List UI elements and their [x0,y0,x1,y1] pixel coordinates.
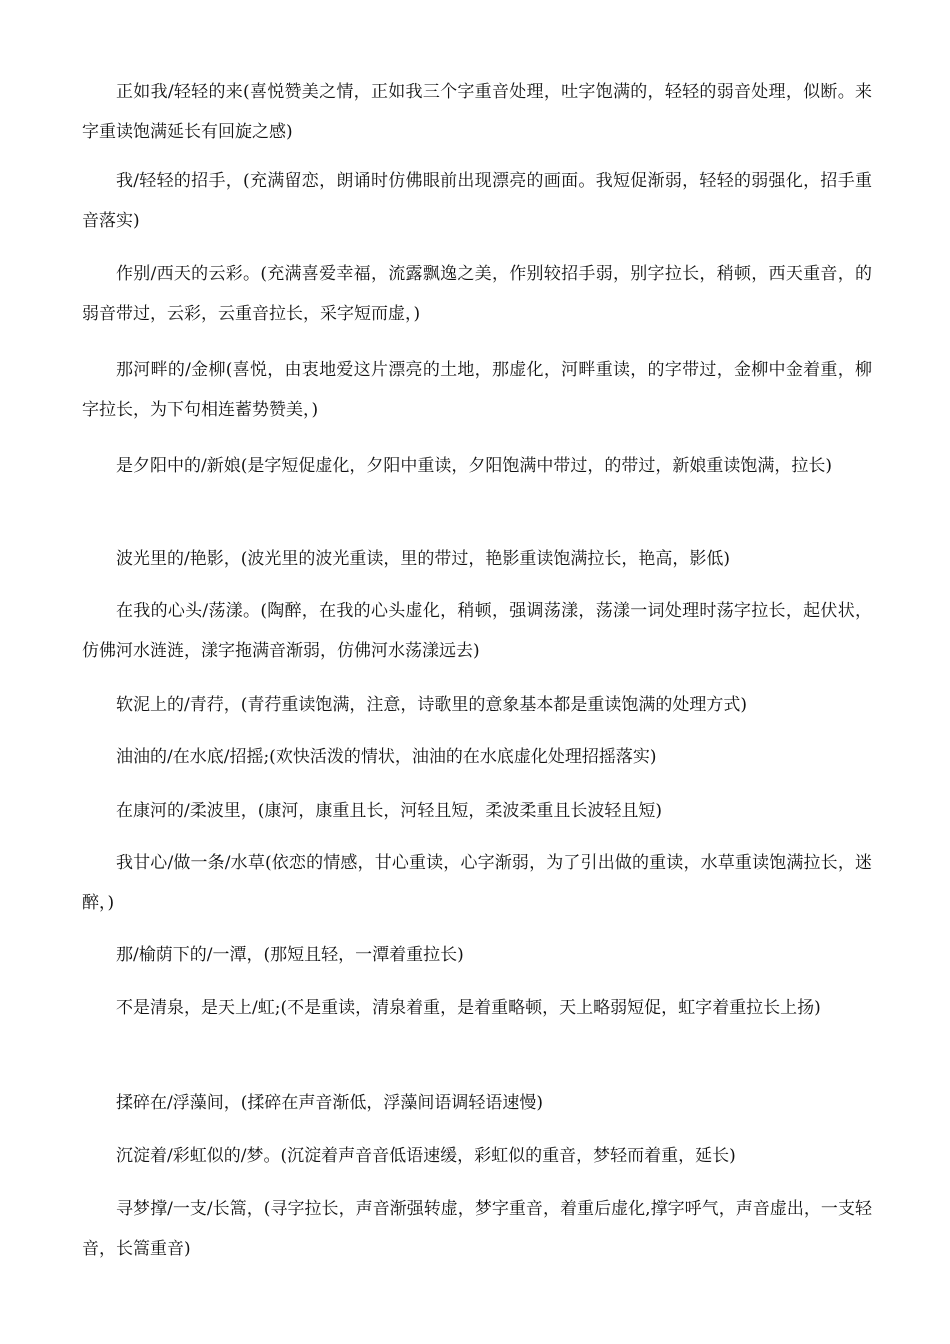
paragraph-14: 揉碎在/浮藻间，(揉碎在声音渐低，浮藻间语调轻语速慢) [116,1093,543,1113]
paragraph-8: 软泥上的/青荇，(青荇重读饱满，注意，诗歌里的意象基本都是重读饱满的处理方式) [116,695,747,715]
paragraph-7: 在我的心头/荡漾。(陶醉，在我的心头虚化，稍顿，强调荡漾，荡漾一词处理时荡字拉长，起伏状，仿佛河水涟涟，漾字拖满音渐弱，仿佛河水荡漾远去) [82,601,872,661]
paragraph-6: 波光里的/艳影，(波光里的波光重读，里的带过，艳影重读饱满拉长，艳高，影低) [116,549,730,569]
paragraph-5: 是夕阳中的/新娘(是字短促虚化，夕阳中重读，夕阳饱满中带过，的带过，新娘重读饱满，拉长) [116,456,832,476]
paragraph-3: 作别/西天的云彩。(充满喜爱幸福，流露飘逸之美，作别较招手弱，别字拉长，稍顿，西天重音，的弱音带过，云彩，云重音拉长，采字短而虚，) [82,264,872,324]
paragraph-9: 油油的/在水底/招摇;(欢快活泼的情状，油油的在水底虚化处理招摇落实) [116,747,657,767]
paragraph-16: 寻梦撑/一支/长篙，(寻字拉长，声音渐强转虚，梦字重音，着重后虚化,撑字呼气，声音虚出，一支轻音，长篙重音) [82,1199,872,1259]
paragraph-13: 不是清泉，是天上/虹;(不是重读，清泉着重，是着重略顿，天上略弱短促，虹字着重拉长上扬) [116,998,821,1018]
paragraph-1: 正如我/轻轻的来(喜悦赞美之情，正如我三个字重音处理，吐字饱满的，轻轻的弱音处理，似断。来字重读饱满延长有回旋之感) [82,82,872,142]
paragraph-15: 沉淀着/彩虹似的/梦。(沉淀着声音音低语速缓，彩虹似的重音，梦轻而着重，延长) [116,1146,736,1166]
paragraph-4: 那河畔的/金柳(喜悦，由衷地爱这片漂亮的土地，那虚化，河畔重读，的字带过，金柳中金着重，柳字拉长，为下句相连蓄势赞美，) [82,360,872,420]
paragraph-2: 我/轻轻的招手，(充满留恋，朗诵时仿佛眼前出现漂亮的画面。我短促渐弱，轻轻的弱强化，招手重音落实) [82,171,872,231]
paragraph-11: 我甘心/做一条/水草(依恋的情感，甘心重读，心字渐弱，为了引出做的重读，水草重读饱满拉长，迷醉，) [82,853,872,913]
paragraph-12: 那/榆荫下的/一潭，(那短且轻，一潭着重拉长) [116,945,464,965]
paragraph-10: 在康河的/柔波里，(康河，康重且长，河轻且短，柔波柔重且长波轻且短) [116,801,662,821]
